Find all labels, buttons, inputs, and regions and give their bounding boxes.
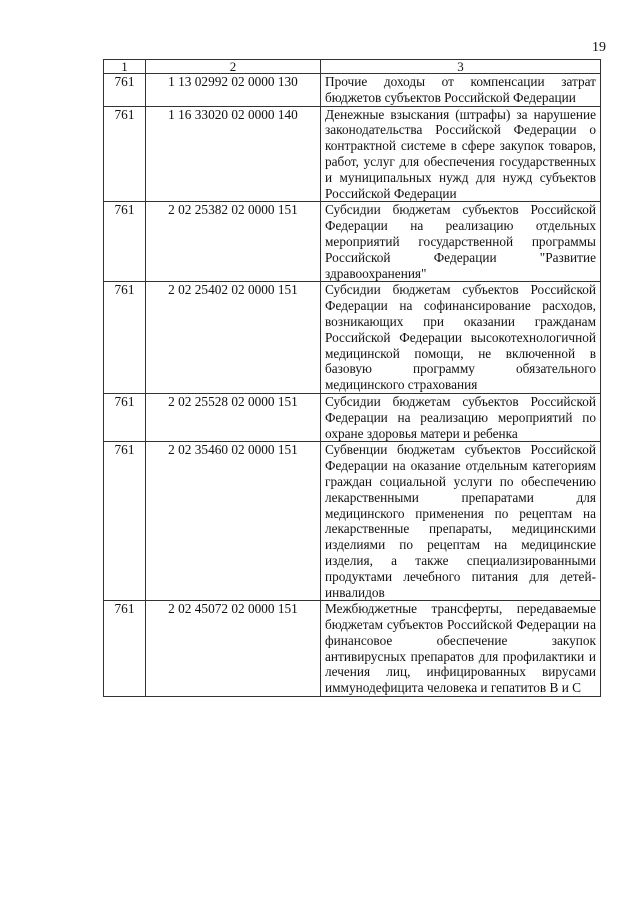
budget-revenue-table bbox=[103, 59, 601, 697]
revenue-code-cell: 2 02 25402 02 0000 151 bbox=[146, 282, 321, 394]
admin-code-cell: 761 bbox=[104, 282, 146, 394]
column-header-2: 2 bbox=[146, 60, 321, 74]
description-cell: Денежные взыскания (штрафы) за нарушение законодательства Российской Федерации о контрактной системе в сфере закупок товаров, работ, услуг для обеспечения государственных и муниципальных нужд для нужд субъектов Российской Федерации bbox=[321, 106, 601, 202]
revenue-code-cell: 2 02 45072 02 0000 151 bbox=[146, 601, 321, 697]
description-cell: Межбюджетные трансферты, передаваемые бюджетам субъектов Российской Федерации на финансовое обеспечение закупок антивирусных препаратов для профилактики и лечения лиц, инфицированных вирусами иммунодефицита человека и гепатитов В и С bbox=[321, 601, 601, 697]
admin-code-cell: 761 bbox=[104, 106, 146, 202]
revenue-code-cell: 2 02 25382 02 0000 151 bbox=[146, 202, 321, 282]
revenue-code-cell: 1 13 02992 02 0000 130 bbox=[146, 74, 321, 107]
admin-code-cell: 761 bbox=[104, 393, 146, 441]
table-row bbox=[104, 282, 601, 394]
admin-code-cell: 761 bbox=[104, 442, 146, 601]
revenue-code-cell: 2 02 35460 02 0000 151 bbox=[146, 442, 321, 601]
description-cell: Прочие доходы от компенсации затрат бюджетов субъектов Российской Федерации bbox=[321, 74, 601, 107]
table-row bbox=[104, 202, 601, 282]
table-header-row bbox=[104, 60, 601, 74]
admin-code-cell: 761 bbox=[104, 74, 146, 107]
table-row bbox=[104, 106, 601, 202]
table-row bbox=[104, 442, 601, 601]
column-header-1: 1 bbox=[104, 60, 146, 74]
admin-code-cell: 761 bbox=[104, 202, 146, 282]
table-row bbox=[104, 601, 601, 697]
description-cell: Субсидии бюджетам субъектов Российской Федерации на реализацию отдельных мероприятий государственной программы Российской Федерации "Развитие здравоохранения" bbox=[321, 202, 601, 282]
column-header-3: 3 bbox=[321, 60, 601, 74]
description-cell: Субсидии бюджетам субъектов Российской Федерации на софинансирование расходов, возникающих при оказании гражданам Российской Федерации высокотехнологичной медицинской помощи, не включенной в базовую программу обязательного медицинского страхования bbox=[321, 282, 601, 394]
description-cell: Субсидии бюджетам субъектов Российской Федерации на реализацию мероприятий по охране здоровья матери и ребенка bbox=[321, 393, 601, 441]
description-cell: Субвенции бюджетам субъектов Российской Федерации на оказание отдельным категориям граждан социальной услуги по обеспечению лекарственными препаратами для медицинского применения по рецептам на лекарственные препараты, медицинскими изделиями по рецептам на медицинские изделия, а также специализированными продуктами лечебного питания для детей-инвалидов bbox=[321, 442, 601, 601]
table-row bbox=[104, 393, 601, 441]
revenue-code-cell: 2 02 25528 02 0000 151 bbox=[146, 393, 321, 441]
table-row bbox=[104, 74, 601, 107]
page-number: 19 bbox=[592, 40, 606, 55]
admin-code-cell: 761 bbox=[104, 601, 146, 697]
revenue-code-cell: 1 16 33020 02 0000 140 bbox=[146, 106, 321, 202]
